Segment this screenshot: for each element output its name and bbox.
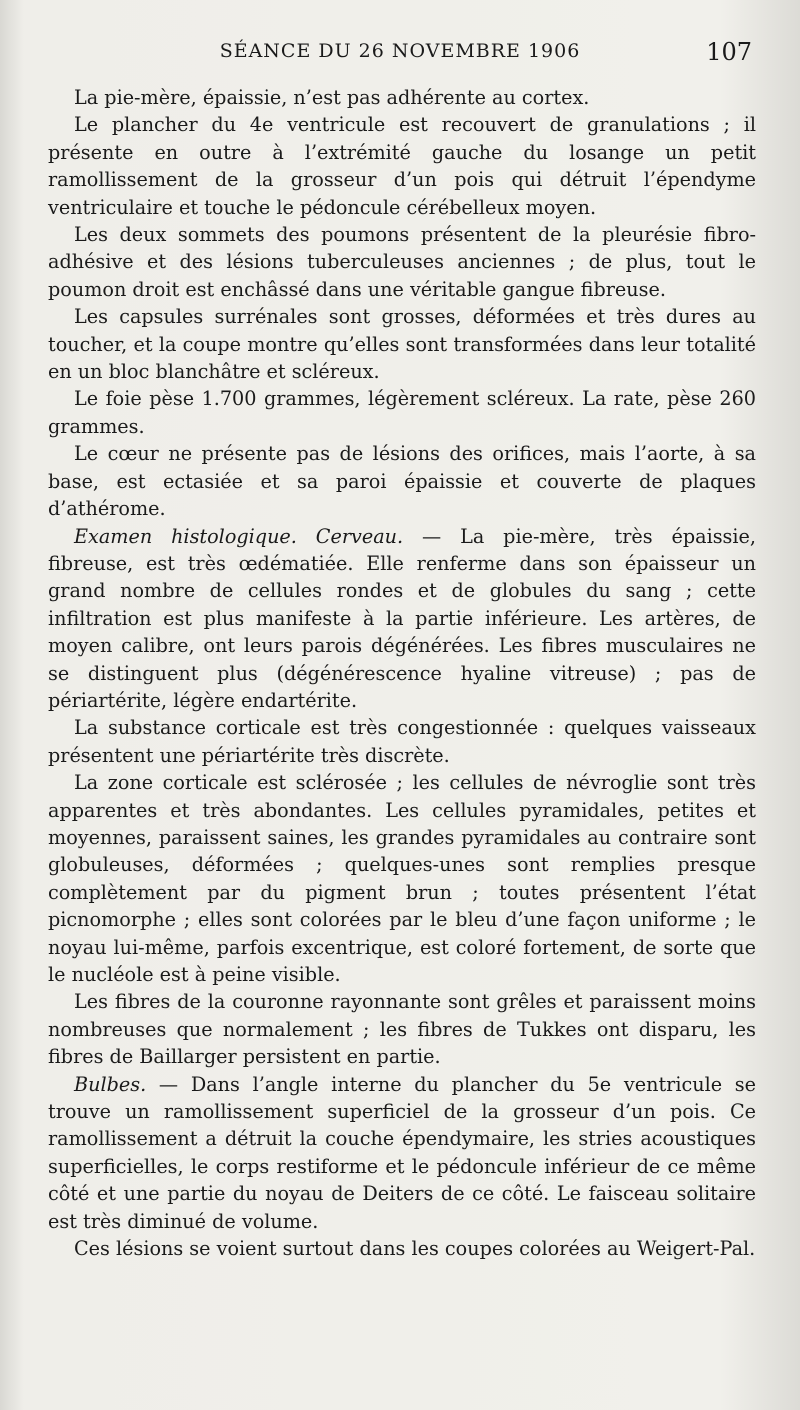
paragraph: La pie-mère, épaissie, n’est pas adhérente au cortex. (74, 86, 590, 109)
paragraph: Les deux sommets des poumons présentent de la pleurésie fibro-adhésive et des lésions tuberculeuses anciennes ; de plus, tout le poumon droit est enchâssé dans une véritable gangue fibreuse. (48, 223, 756, 301)
paragraph: Examen histologique. Cerveau. — La pie-mère, très épaissie, fibreuse, est très œdématiée. Elle renferme dans son épaisseur un grand nombre de cellules rondes et de globules du sang ; cette infiltration est plus manifeste à la partie inférieure. Les artères, de moyen calibre, ont leurs parois dégénérées. Les fibres musculaires ne se distinguent plus (dégénérescence hyaline vitreuse) ; pas de périartérite, légère endartérite. (48, 524, 756, 712)
section-heading: Examen histologique. Cerveau. (74, 524, 404, 548)
running-head: SÉANCE DU 26 NOVEMBRE 1906 (219, 40, 581, 62)
paragraph: Le foie pèse 1.700 grammes, légèrement scléreux. La rate, pèse 260 grammes. (48, 387, 756, 438)
paragraph: La zone corticale est sclérosée ; les cellules de névroglie sont très apparentes et très abondantes. Les cellules pyramidales, petites et moyennes, paraissent saines, les grandes pyramidales au contraire sont globuleuses, déformées ; quelques-unes sont remplies presque complètement par du pigment brun ; toutes présentent l’état picnomorphe ; elles sont colorées par le bleu d’une façon uniforme ; le noyau lui-même, parfois excentrique, est coloré fortement, de sorte que le nucléole est à peine visible. (48, 771, 756, 986)
paragraph: Bulbes. — Dans l’angle interne du plancher du 5e ventricule se trouve un ramollissement superficiel de la grosseur d’un pois. Ce ramollissement a détruit la couche épendymaire, les stries acoustiques superficielles, le corps restiforme et le pédoncule inférieur de ce même côté et une partie du noyau de Deiters de ce côté. Le faisceau solitaire est très diminué de volume. (48, 1072, 756, 1233)
paragraph: Le plancher du 4e ventricule est recouvert de granulations ; il présente en outre à l’extrémité gauche du losange un petit ramollissement de la grosseur d’un pois qui détruit l’épendyme ventriculaire et touche le pédoncule cérébelleux moyen. (48, 113, 756, 219)
paragraph: Le cœur ne présente pas de lésions des orifices, mais l’aorte, à sa base, est ectasiée et sa paroi épaissie et couverte de plaques d’athérome. (48, 442, 756, 521)
section-heading: Bulbes. (74, 1072, 147, 1096)
paragraph: La substance corticale est très congestionnée : quelques vaisseaux présentent une périartérite très discrète. (48, 716, 756, 767)
paragraph: Les capsules surrénales sont grosses, déformées et très dures au toucher, et la coupe montre qu’elles sont transformées dans leur totalité en un bloc blanchâtre et scléreux. (48, 305, 756, 384)
paragraph: Ces lésions se voient surtout dans les coupes colorées au Weigert-Pal. (74, 1237, 756, 1261)
page-header (48, 38, 752, 72)
paragraph: Les fibres de la couronne rayonnante sont grêles et paraissent moins nombreuses que normalement ; les fibres de Tukkes ont disparu, les fibres de Baillarger persistent en partie. (48, 990, 756, 1069)
body-text (48, 84, 756, 1262)
page-number: 107 (706, 38, 752, 66)
